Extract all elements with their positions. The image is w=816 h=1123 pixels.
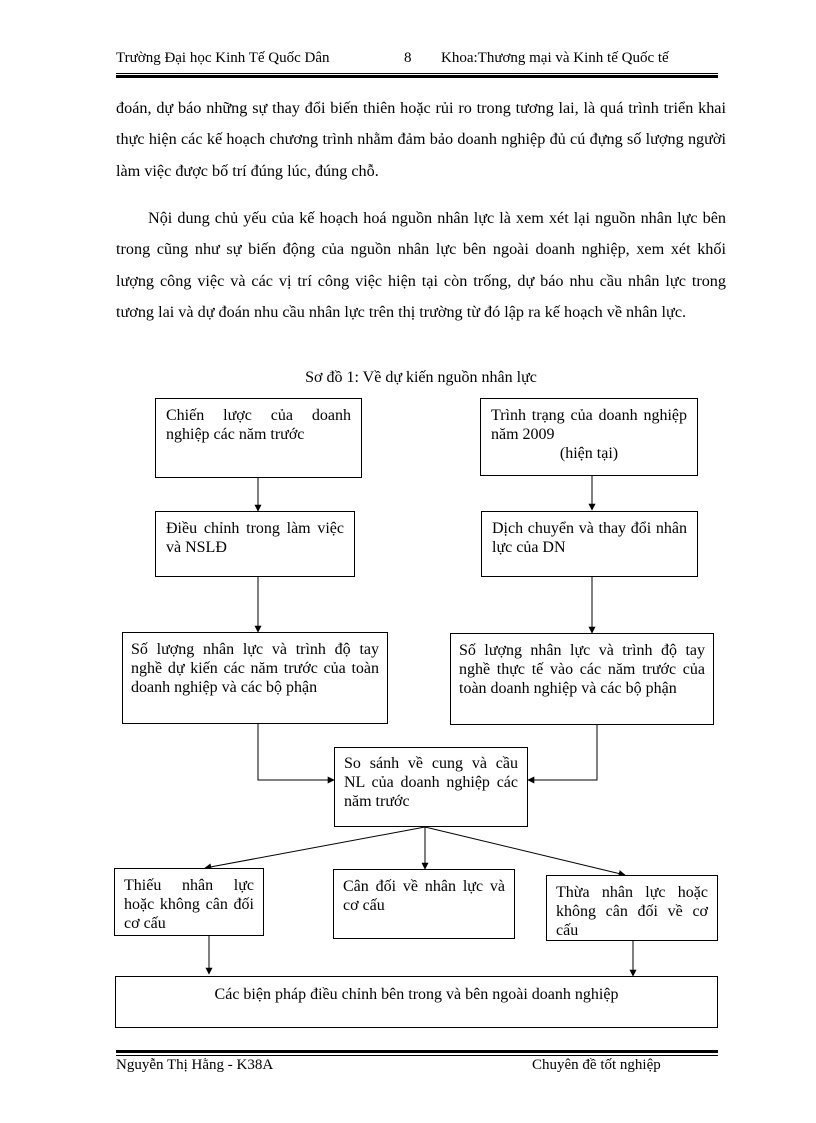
box-shortage [114,868,264,936]
box-current-status-text: Trình trạng của doanh nghiệp năm 2009 [491,407,687,443]
box-current-status-subtext: (hiện tại) [559,445,619,462]
box-supply-demand-compare [334,747,528,827]
box-strategy [155,398,362,478]
box-workforce-shift [481,511,698,577]
box-measures [115,976,718,1028]
footer-author: Nguyễn Thị Hằng - K38A [116,1057,274,1073]
box-shortage-text: Thiếu nhân lực hoặc không cân đối cơ cấu [124,877,254,932]
box-planned-workforce-text: Số lượng nhân lực và trình độ tay nghề dự kiến các năm trước của toàn doanh nghiệp và các bộ phận [131,641,379,696]
box-measures-text: Các biện pháp điều chỉnh bên trong và bên ngoài doanh nghiệp [214,986,619,1003]
box-actual-workforce-text: Số lượng nhân lực và trình độ tay nghề thực tế vào các năm trước của toàn doanh nghiệp và các bộ phận [459,642,705,697]
box-balanced-text: Cân đối về nhân lực và cơ cấu [343,878,505,914]
page-footer [116,1057,718,1077]
box-workforce-shift-text: Dịch chuyển và thay đổi nhân lực của DN [492,520,687,556]
header-page-number: 8 [404,50,412,66]
footer-doc-type: Chuyên đề tốt nghiệp [532,1057,661,1073]
box-actual-workforce [450,633,714,725]
arrow-left-level-to-compare [258,723,334,780]
arrow-compare-to-surplus [425,827,625,875]
box-surplus [546,875,718,941]
paragraph-1: đoán, dự báo những sự thay đổi biến thiên hoặc rủi ro trong tương lai, là quá trình triển khai thực hiện các kế hoạch chương trình nhằm đảm bảo doanh nghiệp đủ cú đựng số lượng người làm việc được bố trí đúng lúc, đúng chỗ. [116,99,726,180]
box-supply-demand-compare-text: So sánh về cung và cầu NL của doanh nghiệp các năm trước [344,755,518,810]
box-strategy-text: Chiến lược của doanh nghiệp các năm trước [166,407,351,443]
box-balanced [333,869,515,939]
arrow-right-level-to-compare [528,724,597,780]
box-current-status [480,398,698,476]
footer-rule-thick [116,1050,718,1053]
header-school: Trường Đại học Kinh Tế Quốc Dân [116,50,330,66]
arrow-compare-to-shortage [205,827,425,868]
paragraph-2: Nội dung chủ yếu của kế hoạch hoá nguồn nhân lực là xem xét lại nguồn nhân lực bên trong cũng như sự biến động của nguồn nhân lực bên ngoài doanh nghiệp, xem xét khối lượng công việc và các vị trí công việc hiện tại còn trống, dự báo nhu cầu nhân lực trong tương lai và dự đoán nhu cầu nhân lực trên thị trường từ đó lập ra kế hoạch về nhân lực. [116,209,726,321]
box-work-adjustment-text: Điều chỉnh trong làm việc và NSLĐ [166,520,344,556]
box-surplus-text: Thừa nhân lực hoặc không cân đối về cơ cấu [556,884,708,939]
box-planned-workforce [122,632,388,724]
header-faculty: Khoa:Thương mại và Kinh tế Quốc tế [441,50,669,66]
box-work-adjustment [155,511,355,577]
footer-rule-thin [116,1055,718,1056]
diagram-caption: Sơ đồ 1: Về dự kiến nguồn nhân lực [305,369,537,386]
